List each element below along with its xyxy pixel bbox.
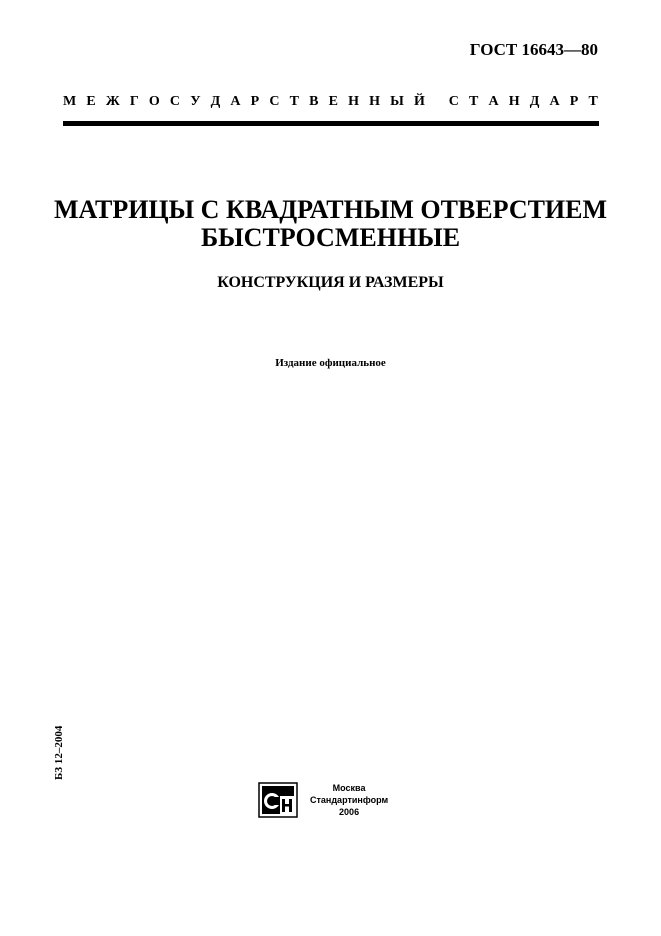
interstate-letter: Т [588,94,598,109]
standartinform-logo-icon [258,782,298,818]
document-subtitle: КОНСТРУКЦИЯ И РАЗМЕРЫ [217,274,444,291]
interstate-letter: А [549,94,560,109]
interstate-letter: С [169,94,181,109]
publication-year: 2006 [339,807,360,817]
interstate-letter: Р [569,94,579,109]
interstate-letter: Т [468,94,479,109]
document-title [0,196,661,252]
interstate-letter: Д [529,94,540,109]
document-title-line-1: МАТРИЦЫ С КВАДРАТНЫМ ОТВЕРСТИЕМ [53,195,608,224]
interstate-letter: Е [328,94,338,109]
header-rule [63,121,599,126]
publisher-block [258,782,388,818]
interstate-letter: У [190,94,201,109]
interstate-letter: А [230,94,241,109]
interstate-letter: Й [414,94,425,109]
interstate-letter: Е [86,94,96,109]
interstate-letter: С [448,94,459,109]
interstate-letter: Г [129,94,139,109]
interstate-letter: Н [508,94,520,109]
gost-number: ГОСТ 16643—80 [469,40,598,59]
interstate-letter: С [269,94,280,109]
interstate-letter: Н [348,94,359,109]
interstate-letter: Д [210,94,221,109]
bz-code: БЗ 12–2004 [53,725,65,780]
publisher-city: Москва [332,783,366,793]
imprint [310,782,388,818]
interstate-letter: А [488,94,499,109]
interstate-letter: Ы [390,94,404,109]
interstate-letter: В [309,94,319,109]
publisher-name: Стандартинформ [310,795,389,805]
document-title-line-2: БЫСТРОСМЕННЫЕ [200,223,461,252]
interstate-letter: О [148,94,160,109]
interstate-letter: Ж [105,94,120,109]
interstate-standard-heading [63,94,598,110]
edition-label: Издание официальное [275,357,386,369]
interstate-letter: Н [369,94,380,109]
interstate-letter [435,94,439,110]
interstate-letter: М [63,94,77,109]
interstate-letter: Т [289,94,299,109]
interstate-letter: Р [250,94,260,109]
